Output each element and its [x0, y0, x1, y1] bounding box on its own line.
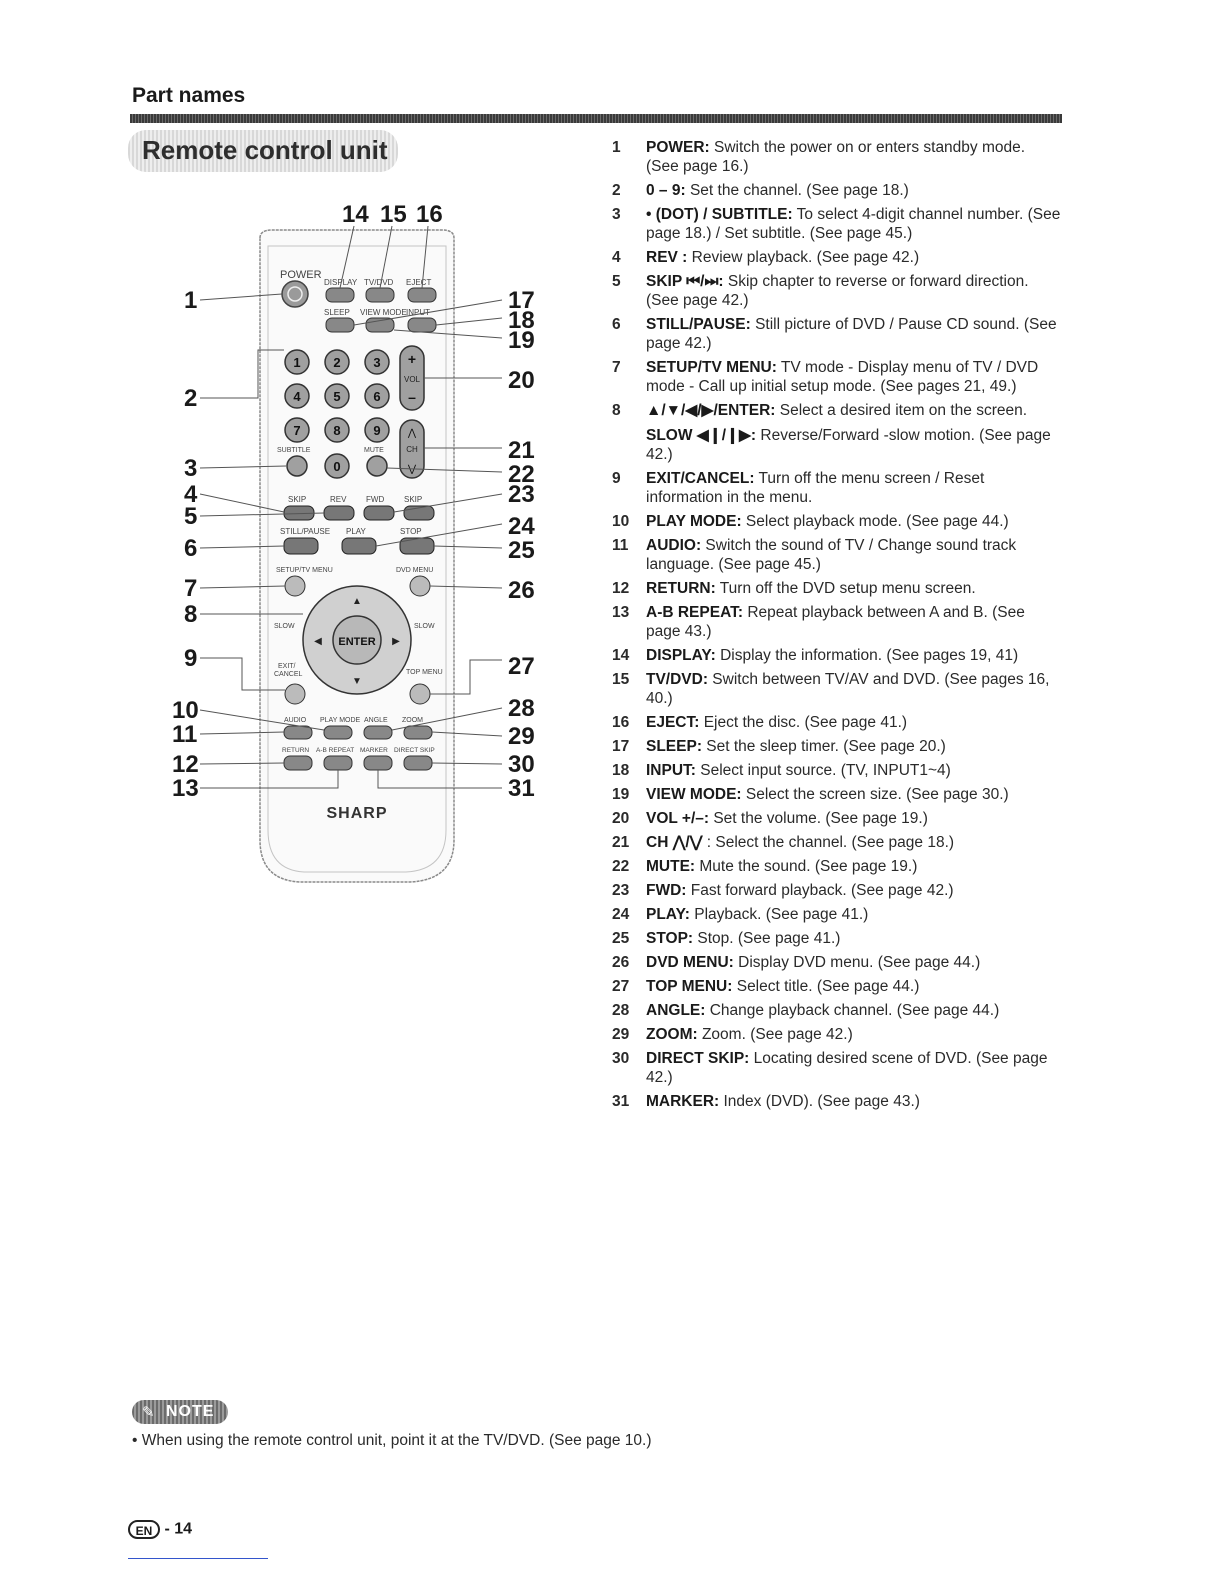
- item-number: 23: [612, 882, 630, 899]
- item-number: 11: [612, 537, 629, 554]
- item-text: Repeat playback between A and B. (See page 43.): [646, 604, 1025, 640]
- item-term: ZOOM:: [646, 1026, 698, 1043]
- zoom-label: ZOOM: [402, 717, 423, 724]
- viewmode-label: VIEW MODE: [360, 308, 407, 317]
- item-term: DIRECT SKIP:: [646, 1050, 750, 1067]
- item-term: VOL +/–:: [646, 810, 710, 827]
- description-item: [612, 1049, 1062, 1087]
- display-label: DISPLAY: [324, 278, 358, 287]
- audio-label: AUDIO: [284, 717, 307, 724]
- item-number: 22: [612, 858, 630, 875]
- item-text: Eject the disc. (See page 41.): [699, 714, 908, 731]
- description-item: [612, 401, 1062, 420]
- rev-label: REV: [330, 495, 347, 504]
- item-text: Switch between TV/AV and DVD. (See pages 16, 40.): [646, 671, 1050, 707]
- item-term: SKIP ⏮/⏭:: [646, 273, 724, 290]
- play-label: PLAY: [346, 527, 366, 536]
- digit-2: 2: [333, 355, 341, 370]
- cancel-label: CANCEL: [274, 671, 303, 678]
- page-number: - 14: [164, 1520, 193, 1538]
- item-term: SLOW ◀❙/❙▶:: [646, 427, 757, 444]
- svg-text:⋁: ⋁: [407, 464, 417, 475]
- description-item: [612, 646, 1062, 665]
- item-term: PLAY:: [646, 906, 690, 923]
- item-text: Turn off the DVD setup menu screen.: [715, 580, 976, 597]
- item-number: 18: [612, 762, 630, 779]
- item-text: Mute the sound. (See page 19.): [695, 858, 918, 875]
- item-number: 15: [612, 671, 630, 688]
- description-item: [612, 809, 1062, 828]
- item-text: Select a desired item on the screen.: [775, 402, 1028, 419]
- item-text: Select input source. (TV, INPUT1~4): [695, 762, 951, 779]
- power-button: [282, 281, 308, 307]
- svg-text:◀: ◀: [314, 636, 322, 647]
- description-item: [612, 857, 1062, 876]
- marker-button: [364, 756, 392, 770]
- description-item: [612, 1092, 1062, 1111]
- svg-text:▶: ▶: [392, 636, 400, 647]
- setup-tv-menu-button: [285, 576, 305, 596]
- item-term: POWER:: [646, 139, 710, 156]
- description-item: [612, 953, 1062, 972]
- pencil-icon: ✎: [142, 1404, 155, 1421]
- description-item: [612, 138, 1062, 176]
- callout-6: 6: [184, 535, 198, 562]
- item-term: AUDIO:: [646, 537, 702, 554]
- description-item: [612, 833, 1062, 852]
- still-pause-button: [284, 538, 318, 554]
- callout-2: 2: [184, 385, 198, 412]
- item-term: REV :: [646, 249, 688, 266]
- item-number: 24: [612, 906, 630, 923]
- item-term: EJECT:: [646, 714, 700, 731]
- item-number: 9: [612, 470, 621, 487]
- item-term: DISPLAY:: [646, 647, 716, 664]
- ch-label: CH: [406, 445, 418, 454]
- digit-8: 8: [333, 423, 341, 438]
- callout-29: 29: [508, 723, 535, 750]
- item-term: SETUP/TV MENU:: [646, 359, 777, 376]
- item-text: Display the information. (See pages 19, 41): [715, 647, 1019, 664]
- item-text: Locating desired scene of DVD. (See page 42.): [646, 1050, 1048, 1086]
- item-text: Review playback. (See page 42.): [687, 249, 920, 266]
- item-text: Reverse/Forward -slow motion. (See page 42.): [646, 427, 1051, 463]
- enter-label: ENTER: [338, 636, 376, 648]
- item-number: 6: [612, 316, 621, 333]
- direct-skip-label: DIRECT SKIP: [394, 747, 435, 754]
- fwd-button: [364, 506, 394, 520]
- tvdvd-button: [366, 288, 394, 302]
- description-item: [612, 358, 1062, 396]
- item-number: 17: [612, 738, 630, 755]
- stop-button: [400, 538, 434, 554]
- callout-3: 3: [184, 455, 198, 482]
- subtitle-label: SUBTITLE: [277, 447, 311, 454]
- item-term: PLAY MODE:: [646, 513, 742, 530]
- callout-20: 20: [508, 367, 535, 394]
- item-text: Still picture of DVD / Pause CD sound. (See page 42.): [646, 316, 1057, 352]
- item-term: DVD MENU:: [646, 954, 734, 971]
- description-item: [612, 761, 1062, 780]
- skip-left-label: SKIP: [288, 495, 307, 504]
- digit-6: 6: [373, 389, 381, 404]
- item-number: 4: [612, 249, 621, 266]
- item-number: 28: [612, 1002, 630, 1019]
- item-text: Select playback mode. (See page 44.): [741, 513, 1009, 530]
- top-menu-button: [410, 684, 430, 704]
- marker-label: MARKER: [360, 747, 388, 754]
- digit-3: 3: [373, 355, 381, 370]
- dot-subtitle-button: [287, 456, 307, 476]
- item-text: Select title. (See page 44.): [732, 978, 920, 995]
- footer-rule: [128, 1558, 268, 1559]
- description-item: [612, 785, 1062, 804]
- callout-25: 25: [508, 537, 535, 564]
- item-number: 19: [612, 786, 630, 803]
- description-item: [612, 181, 1062, 200]
- slow-right-label: SLOW: [414, 623, 435, 630]
- remote-control-diagram: [160, 190, 560, 900]
- digit-0: 0: [333, 459, 341, 474]
- section-title: Part names: [132, 84, 246, 107]
- item-text: Fast forward playback. (See page 42.): [686, 882, 954, 899]
- item-term: MUTE:: [646, 858, 696, 875]
- fwd-label: FWD: [366, 495, 385, 504]
- item-text: Stop. (See page 41.): [693, 930, 841, 947]
- callout-11: 11: [172, 721, 198, 748]
- description-item: [612, 536, 1062, 574]
- item-number: 1: [612, 139, 621, 156]
- item-term: TV/DVD:: [646, 671, 708, 688]
- callout-19: 19: [508, 327, 535, 354]
- callout-12: 12: [172, 751, 199, 778]
- item-text: Zoom. (See page 42.): [697, 1026, 853, 1043]
- stop-label: STOP: [400, 527, 422, 536]
- description-item: [612, 670, 1062, 708]
- item-text: Skip chapter to reverse or forward direction. (See page 42.): [646, 273, 1029, 309]
- callout-26: 26: [508, 577, 535, 604]
- sleep-label: SLEEP: [324, 308, 350, 317]
- skip-right-label: SKIP: [404, 495, 423, 504]
- item-term: STILL/PAUSE:: [646, 316, 751, 333]
- digit-7: 7: [293, 423, 301, 438]
- input-button: [408, 318, 436, 332]
- item-number: 5: [612, 273, 621, 290]
- mute-label: MUTE: [364, 447, 384, 454]
- language-badge: EN: [128, 1520, 160, 1539]
- digit-5: 5: [333, 389, 341, 404]
- callout-9: 9: [184, 645, 198, 672]
- item-number: 26: [612, 954, 630, 971]
- note-text: • When using the remote control unit, point it at the TV/DVD. (See page 10.): [132, 1432, 652, 1449]
- exit-cancel-button: [285, 684, 305, 704]
- item-text: Set the sleep timer. (See page 20.): [701, 738, 946, 755]
- item-number: 13: [612, 604, 630, 621]
- callout-31: 31: [508, 775, 535, 802]
- item-term: MARKER:: [646, 1093, 720, 1110]
- digit-9: 9: [373, 423, 381, 438]
- description-item: [612, 929, 1062, 948]
- page-footer: [128, 1520, 192, 1539]
- brand-logo: SHARP: [326, 805, 388, 822]
- item-text: Select the screen size. (See page 30.): [741, 786, 1009, 803]
- item-text: Set the volume. (See page 19.): [709, 810, 928, 827]
- item-text: Switch the power on or enters standby mode. (See page 16.): [646, 139, 1026, 175]
- item-number: 20: [612, 810, 630, 827]
- power-label: POWER: [280, 269, 322, 281]
- callout-7: 7: [184, 575, 198, 602]
- svg-text:⋀: ⋀: [407, 428, 417, 439]
- description-item: [612, 977, 1062, 996]
- item-term: ANGLE:: [646, 1002, 706, 1019]
- callout-15: 15: [380, 201, 407, 228]
- callout-13: 13: [172, 775, 199, 802]
- callout-16: 16: [416, 201, 443, 228]
- play-mode-label: PLAY MODE: [320, 717, 361, 724]
- unit-title: Remote control unit: [142, 135, 388, 165]
- note-label: NOTE: [166, 1403, 215, 1420]
- item-text: Playback. (See page 41.): [689, 906, 869, 923]
- vol-label: VOL: [403, 375, 421, 384]
- description-item: [612, 905, 1062, 924]
- svg-text:+: +: [407, 351, 417, 367]
- callout-27: 27: [508, 653, 535, 680]
- item-term: SLEEP:: [646, 738, 702, 755]
- item-text: Display DVD menu. (See page 44.): [733, 954, 981, 971]
- viewmode-button: [366, 318, 394, 332]
- item-number: 14: [612, 647, 630, 664]
- callout-23: 23: [508, 481, 535, 508]
- sleep-button: [326, 318, 354, 332]
- svg-text:▲: ▲: [352, 596, 362, 607]
- unit-title-banner: [128, 130, 398, 172]
- description-item: [612, 469, 1062, 507]
- item-term: ▲/▼/◀/▶/ENTER:: [646, 402, 776, 419]
- item-text: Change playback channel. (See page 44.): [705, 1002, 1000, 1019]
- zoom-button: [404, 726, 432, 739]
- item-text: Switch the sound of TV / Change sound track language. (See page 45.): [646, 537, 1017, 573]
- item-number: 2: [612, 182, 621, 199]
- item-text: TV mode - Display menu of TV / DVD mode - Call up initial setup mode. (See pages 21, 49.): [646, 359, 1039, 395]
- item-term: STOP:: [646, 930, 694, 947]
- item-term: 0 – 9:: [646, 182, 686, 199]
- item-number: 7: [612, 359, 621, 376]
- note-badge: [132, 1400, 228, 1424]
- callout-4: 4: [184, 481, 198, 508]
- item-term: FWD:: [646, 882, 687, 899]
- item-number: 10: [612, 513, 630, 530]
- item-term: INPUT:: [646, 762, 696, 779]
- eject-label: EJECT: [406, 278, 432, 287]
- description-item: [612, 1025, 1062, 1044]
- description-item: [612, 272, 1062, 310]
- eject-button: [408, 288, 436, 302]
- item-number: 8: [612, 402, 621, 419]
- ab-repeat-button: [324, 756, 352, 770]
- return-button: [284, 756, 312, 770]
- item-text: Set the channel. (See page 18.): [685, 182, 909, 199]
- item-term: TOP MENU:: [646, 978, 733, 995]
- title-rule: [130, 114, 1062, 123]
- angle-button: [364, 726, 392, 739]
- callout-28: 28: [508, 695, 535, 722]
- top-menu-label: TOP MENU: [406, 669, 443, 676]
- callout-24: 24: [508, 513, 535, 540]
- angle-label: ANGLE: [364, 717, 388, 724]
- exit-label: EXIT/: [278, 663, 296, 670]
- play-mode-button: [324, 726, 352, 739]
- display-button: [326, 288, 354, 302]
- digit-1: 1: [293, 355, 301, 370]
- item-term: CH ⋀/⋁: [646, 834, 703, 851]
- mute-button: [367, 456, 387, 476]
- description-item: [612, 248, 1062, 267]
- still-pause-label: STILL/PAUSE: [280, 527, 331, 536]
- description-item: [612, 737, 1062, 756]
- callout-22: 22: [508, 461, 535, 488]
- direct-skip-button: [404, 756, 432, 770]
- audio-button: [284, 726, 312, 739]
- description-item: [612, 205, 1062, 243]
- item-term: VIEW MODE:: [646, 786, 742, 803]
- callout-18: 18: [508, 307, 535, 334]
- item-text: Index (DVD). (See page 43.): [719, 1093, 920, 1110]
- description-item: [612, 1001, 1062, 1020]
- item-number: 27: [612, 978, 630, 995]
- item-number: 31: [612, 1093, 630, 1110]
- item-number: 21: [612, 834, 630, 851]
- callout-30: 30: [508, 751, 535, 778]
- tvdvd-label: TV/DVD: [364, 278, 394, 287]
- item-term: A-B REPEAT:: [646, 604, 744, 621]
- item-number: 30: [612, 1050, 630, 1067]
- item-text: To select 4-digit channel number. (See page 18.) / Set subtitle. (See page 45.): [646, 206, 1061, 242]
- description-item: [612, 315, 1062, 353]
- description-item: [612, 512, 1062, 531]
- dvd-menu-button: [410, 576, 430, 596]
- input-label: INPUT: [406, 308, 430, 317]
- callout-17: 17: [508, 287, 535, 314]
- callout-21: 21: [508, 437, 535, 464]
- item-number: 3: [612, 206, 621, 223]
- rev-button: [324, 506, 354, 520]
- item-term: EXIT/CANCEL:: [646, 470, 755, 487]
- svg-text:▼: ▼: [352, 676, 362, 687]
- ab-repeat-label: A-B REPEAT: [316, 747, 355, 754]
- item-term: RETURN:: [646, 580, 716, 597]
- dvd-menu-label: DVD MENU: [396, 567, 434, 574]
- part-description-list: [612, 138, 1062, 1116]
- setup-label: SETUP/TV MENU: [276, 567, 333, 574]
- callout-14: 14: [342, 201, 369, 228]
- item-number: 29: [612, 1026, 630, 1043]
- callout-5: 5: [184, 503, 198, 530]
- item-number: 16: [612, 714, 630, 731]
- description-item: [612, 579, 1062, 598]
- description-item: [612, 603, 1062, 641]
- callout-8: 8: [184, 601, 198, 628]
- svg-text:–: –: [408, 389, 416, 405]
- callout-1: 1: [184, 287, 198, 314]
- item-text: Turn off the menu screen / Reset information in the menu.: [646, 470, 985, 506]
- description-item: [612, 426, 1062, 464]
- play-button: [342, 538, 376, 554]
- item-number: 12: [612, 580, 630, 597]
- item-term: • (DOT) / SUBTITLE:: [646, 206, 793, 223]
- item-text: : Select the channel. (See page 18.): [702, 834, 955, 851]
- return-label: RETURN: [282, 747, 310, 754]
- description-item: [612, 881, 1062, 900]
- digit-4: 4: [293, 389, 301, 404]
- slow-left-label: SLOW: [274, 623, 295, 630]
- item-number: 25: [612, 930, 630, 947]
- description-item: [612, 713, 1062, 732]
- callout-10: 10: [172, 697, 199, 724]
